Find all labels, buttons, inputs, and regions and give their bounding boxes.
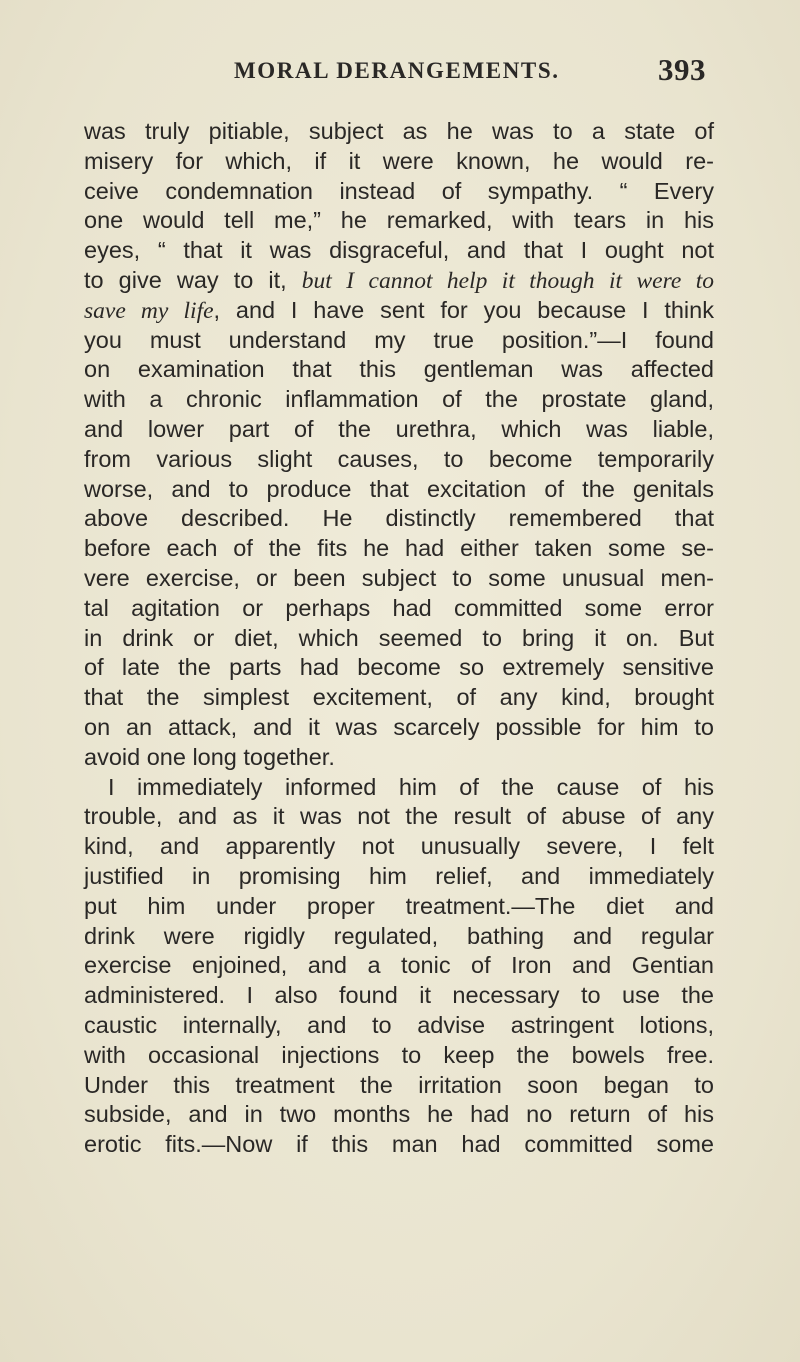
- line-text: that the simplest excitement, of any kind, brought: [84, 684, 714, 711]
- text-line: [84, 1011, 714, 1041]
- text-line: [84, 743, 714, 773]
- text-line: [84, 1041, 714, 1071]
- line-text: with occasional injections to keep the bowels free.: [84, 1041, 714, 1068]
- line-text: kind, and apparently not unusually severe, I felt: [84, 833, 714, 860]
- line-text: avoid one long together.: [84, 743, 335, 770]
- text-line: [84, 713, 714, 743]
- text-line: [84, 802, 714, 832]
- text-line: [84, 922, 714, 952]
- line-text: subside, and in two months he had no return of his: [84, 1101, 714, 1128]
- text-line: [84, 832, 714, 862]
- line-text: , and I have sent for you because I think: [213, 296, 714, 323]
- line-text: I immediately informed him of the cause of his: [108, 773, 714, 800]
- line-text: caustic internally, and to advise astringent lotions,: [84, 1011, 714, 1038]
- text-line: [84, 147, 714, 177]
- line-text: exercise enjoined, and a tonic of Iron and Gentian: [84, 952, 714, 979]
- line-text: trouble, and as it was not the result of abuse of any: [84, 803, 714, 830]
- line-text: administered. I also found it necessary to use the: [84, 982, 714, 1009]
- line-text: you must understand my true position.”—I found: [84, 326, 714, 353]
- text-line: [84, 236, 714, 266]
- line-text: was truly pitiable, subject as he was to a state of: [84, 118, 714, 144]
- line-text: ceive condemnation instead of sympathy. “ Every: [84, 177, 714, 204]
- line-text: above described. He distinctly remembered that: [84, 505, 714, 532]
- italic-text: save my life: [84, 297, 214, 324]
- text-line: [84, 475, 714, 505]
- text-line: [84, 326, 714, 356]
- text-line: [84, 445, 714, 475]
- line-text: Under this treatment the irritation soon began to: [84, 1071, 714, 1098]
- text-line: [84, 206, 714, 236]
- line-text: before each of the fits he had either taken some se-: [84, 535, 714, 562]
- italic-text: but I cannot help it though it were to: [301, 267, 714, 294]
- text-line: [84, 981, 714, 1011]
- text-line: [84, 862, 714, 892]
- line-text: erotic fits.—Now if this man had committed some: [84, 1131, 714, 1158]
- body-text: [84, 117, 714, 1160]
- text-line: [84, 1100, 714, 1130]
- text-line: [84, 266, 714, 296]
- text-line: [84, 415, 714, 445]
- text-line: [84, 653, 714, 683]
- line-text: one would tell me,” he remarked, with tears in his: [84, 207, 714, 234]
- page-number: 393: [658, 52, 706, 87]
- line-text: of late the parts had become so extremely sensitive: [84, 654, 714, 681]
- text-line: [84, 624, 714, 654]
- text-line: [84, 1130, 714, 1160]
- text-line: [84, 504, 714, 534]
- line-text: justified in promising him relief, and immediately: [84, 862, 714, 889]
- text-line: [84, 534, 714, 564]
- running-head: [234, 52, 706, 88]
- text-line: [84, 117, 714, 147]
- text-line: [84, 385, 714, 415]
- text-line: [84, 683, 714, 713]
- line-text: on examination that this gentleman was affected: [84, 356, 714, 383]
- line-text: in drink or diet, which seemed to bring it on. But: [84, 624, 714, 651]
- text-line: [84, 177, 714, 207]
- text-line: [84, 355, 714, 385]
- line-text: vere exercise, or been subject to some unusual men-: [84, 564, 714, 591]
- line-text: with a chronic inflammation of the prostate gland,: [84, 386, 714, 413]
- line-text: and lower part of the urethra, which was liable,: [84, 415, 714, 442]
- line-text: to give way to it,: [84, 266, 302, 293]
- text-line: [84, 773, 714, 803]
- text-line: [84, 1071, 714, 1101]
- line-text: misery for which, if it were known, he would re-: [84, 147, 714, 174]
- text-line: [84, 296, 714, 326]
- line-text: put him under proper treatment.—The diet and: [84, 892, 714, 919]
- line-text: on an attack, and it was scarcely possible for him to: [84, 713, 714, 740]
- text-line: [84, 951, 714, 981]
- text-line: [84, 594, 714, 624]
- line-text: drink were rigidly regulated, bathing and regular: [84, 922, 714, 949]
- line-text: tal agitation or perhaps had committed some error: [84, 594, 714, 621]
- running-head-title: MORAL DERANGEMENTS.: [234, 58, 560, 83]
- line-text: from various slight causes, to become temporarily: [84, 445, 714, 472]
- text-line: [84, 564, 714, 594]
- text-line: [84, 892, 714, 922]
- line-text: worse, and to produce that excitation of the genitals: [84, 475, 714, 502]
- line-text: eyes, “ that it was disgraceful, and that I ought not: [84, 237, 714, 264]
